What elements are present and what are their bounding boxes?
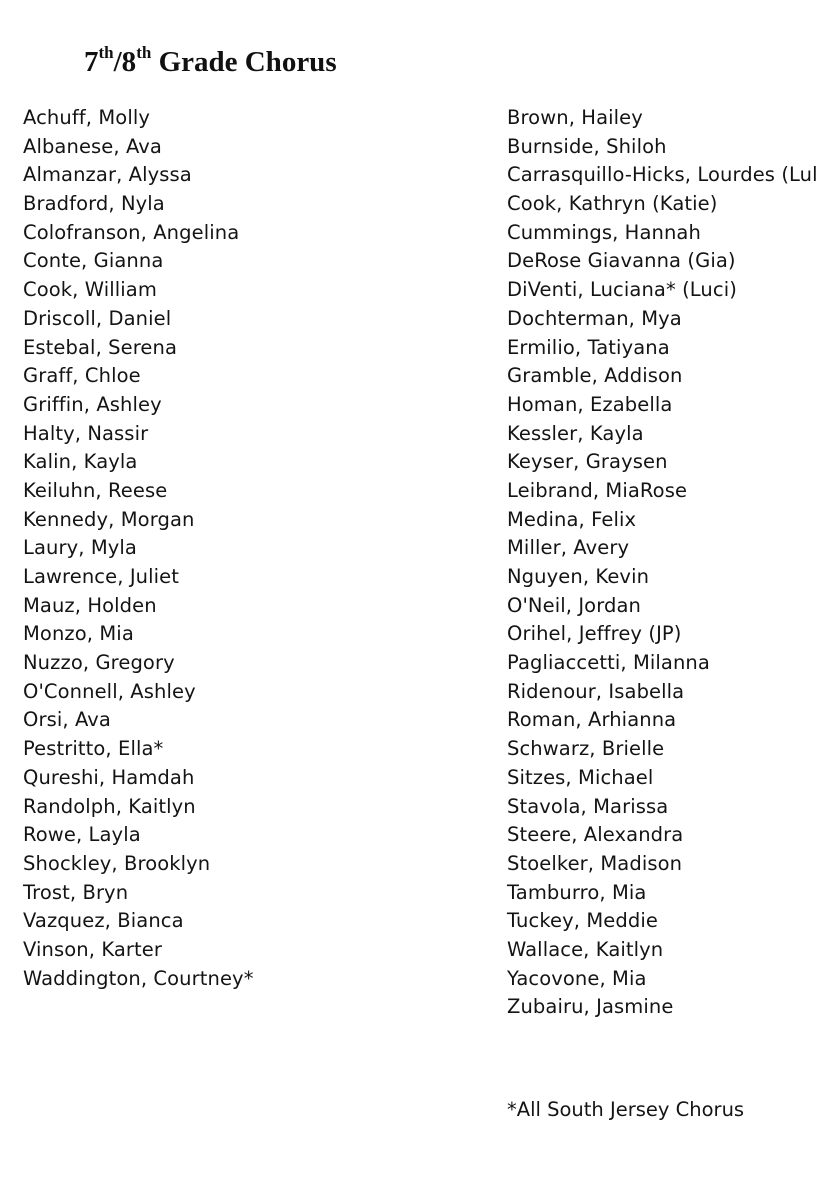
- list-item: Orihel, Jeffrey (JP): [507, 622, 682, 646]
- list-item: Kessler, Kayla: [507, 421, 644, 445]
- list-item: Trost, Bryn: [23, 880, 129, 904]
- list-item: Griffin, Ashley: [23, 392, 162, 416]
- list-item: Tuckey, Meddie: [507, 909, 658, 933]
- list-item: Nguyen, Kevin: [507, 565, 650, 588]
- title-text: Grade Chorus: [151, 46, 337, 78]
- list-item: Kalin, Kayla: [23, 450, 138, 474]
- list-item: Stavola, Marissa: [507, 794, 669, 818]
- list-item: O'Connell, Ashley: [23, 679, 196, 703]
- list-item: Orsi, Ava: [23, 708, 111, 732]
- list-item: Driscoll, Daniel: [23, 306, 172, 330]
- right-name-list: [507, 104, 818, 1022]
- title-superscript-th: th: [136, 43, 152, 63]
- list-item: Qureshi, Hamdah: [23, 765, 195, 789]
- list-item: Carrasquillo-Hicks, Lourdes (Lul: [507, 163, 818, 187]
- list-item: Estebal, Serena: [23, 335, 178, 359]
- list-item: Lawrence, Juliet: [23, 565, 180, 588]
- list-item: Monzo, Mia: [23, 622, 134, 646]
- title-grade-8: /8: [113, 46, 137, 78]
- list-item: Conte, Gianna: [23, 249, 164, 273]
- list-item: Shockley, Brooklyn: [23, 851, 211, 875]
- list-item: Colofranson, Angelina: [23, 220, 240, 244]
- list-item: Ermilio, Tatiyana: [507, 335, 670, 359]
- list-item: Homan, Ezabella: [507, 392, 673, 416]
- list-item: Sitzes, Michael: [507, 765, 654, 789]
- list-item: Cummings, Hannah: [507, 220, 701, 244]
- list-item: Rowe, Layla: [23, 823, 141, 847]
- list-item: DiVenti, Luciana* (Luci): [507, 278, 737, 302]
- list-item: Achuff, Molly: [23, 106, 150, 129]
- list-item: Roman, Arhianna: [507, 708, 677, 732]
- list-item: Yacovone, Mia: [507, 966, 647, 990]
- list-item: O'Neil, Jordan: [507, 593, 641, 617]
- title-grade-7: 7: [84, 46, 99, 78]
- list-item: Keyser, Graysen: [507, 450, 668, 474]
- list-item: Bradford, Nyla: [23, 192, 165, 216]
- list-item: Tamburro, Mia: [507, 880, 647, 904]
- list-item: Keiluhn, Reese: [23, 478, 168, 502]
- list-item: Burnside, Shiloh: [507, 134, 667, 158]
- list-item: Zubairu, Jasmine: [507, 995, 674, 1019]
- list-item: Albanese, Ava: [23, 134, 162, 158]
- list-item: Randolph, Kaitlyn: [23, 794, 196, 818]
- list-item: Miller, Avery: [507, 536, 630, 560]
- list-item: Stoelker, Madison: [507, 851, 683, 875]
- list-item: Graff, Chloe: [23, 364, 141, 388]
- list-item: Wallace, Kaitlyn: [507, 937, 664, 961]
- list-item: Cook, Kathryn (Katie): [507, 192, 718, 216]
- list-item: Nuzzo, Gregory: [23, 651, 175, 675]
- list-item: Laury, Myla: [23, 536, 137, 560]
- list-item: Kennedy, Morgan: [23, 507, 195, 531]
- list-item: Halty, Nassir: [23, 421, 149, 445]
- list-item: Pagliaccetti, Milanna: [507, 651, 710, 675]
- title-superscript-th: th: [98, 43, 114, 63]
- list-item: Almanzar, Alyssa: [23, 163, 192, 187]
- list-item: Vinson, Karter: [23, 937, 163, 961]
- list-item: Schwarz, Brielle: [507, 737, 665, 761]
- list-item: Medina, Felix: [507, 507, 637, 531]
- list-item: Dochterman, Mya: [507, 306, 682, 330]
- list-item: Pestritto, Ella*: [23, 737, 164, 761]
- list-item: Mauz, Holden: [23, 593, 157, 617]
- list-item: Cook, William: [23, 278, 157, 302]
- list-item: Ridenour, Isabella: [507, 679, 685, 703]
- left-name-list: [23, 104, 254, 993]
- list-item: Steere, Alexandra: [507, 823, 684, 847]
- page-title: [84, 44, 337, 80]
- list-item: Leibrand, MiaRose: [507, 478, 688, 502]
- list-item: DeRose Giavanna (Gia): [507, 249, 736, 273]
- list-item: Gramble, Addison: [507, 364, 683, 388]
- list-item: Waddington, Courtney*: [23, 966, 254, 990]
- list-item: Vazquez, Bianca: [23, 909, 184, 933]
- list-item: Brown, Hailey: [507, 106, 643, 129]
- footnote: *All South Jersey Chorus: [507, 1098, 745, 1121]
